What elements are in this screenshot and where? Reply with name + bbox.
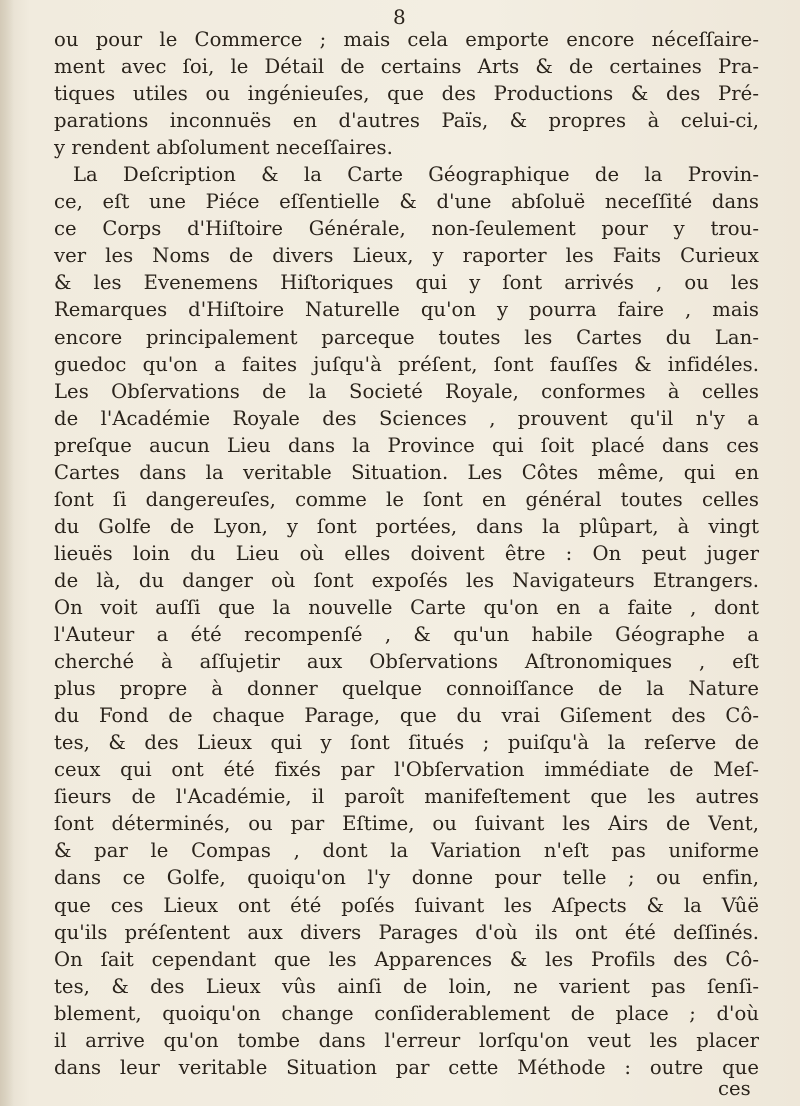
text-line: Les Obſervations de la Societé Royale, conformes à celles <box>54 379 759 403</box>
text-line: ſont déterminés, ou par Eſtime, ou ſuivant les Airs de Vent, <box>54 812 759 836</box>
text-line: ver les Noms de divers Lieux, y raporter les Faits Curieux <box>54 244 759 268</box>
text-line: preſque aucun Lieu dans la Province qui ſoit placé dans ces <box>54 433 759 457</box>
text-line: du Fond de chaque Parage, que du vrai Giſement des Cô- <box>54 704 759 728</box>
text-line: tes, & des Lieux qui y ſont ſitués ; puiſqu'à la reſerve de <box>54 731 759 755</box>
text-line: que ces Lieux ont été poſés ſuivant les Aſpects & la Vûë <box>54 893 759 917</box>
text-line: guedoc qu'on a faites juſqu'à préſent, ſont fauſſes & infidéles. <box>54 352 759 376</box>
text-line: tiques utiles ou ingénieuſes, que des Productions & des Pré- <box>54 82 759 106</box>
text-line: du Golfe de Lyon, y ſont portées, dans la plûpart, à vingt <box>54 514 759 538</box>
text-line: lieuës loin du Lieu où elles doivent être : On peut juger <box>54 541 759 565</box>
text-line: de là, du danger où ſont expoſés les Navigateurs Etrangers. <box>54 568 759 592</box>
text-line: ceux qui ont été fixés par l'Obſervation immédiate de Meſ- <box>54 758 759 782</box>
page-number: 8 <box>393 5 406 29</box>
text-line: il arrive qu'on tombe dans l'erreur lorſqu'on veut les placer <box>54 1028 759 1052</box>
text-line: tes, & des Lieux vûs ainſi de loin, ne varient pas ſenſi- <box>54 974 759 998</box>
text-line: plus propre à donner quelque connoiſſance de la Nature <box>54 677 759 701</box>
text-line: ou pour le Commerce ; mais cela emporte encore néceſſaire- <box>54 28 759 51</box>
text-line: de l'Académie Royale des Sciences , prouvent qu'il n'y a <box>54 406 759 430</box>
text-line: dans ce Golfe, quoiqu'on l'y donne pour telle ; ou enfin, <box>54 866 759 890</box>
text-line: parations inconnuës en d'autres Païs, & propres à celui-ci, <box>54 109 759 133</box>
text-line: Cartes dans la veritable Situation. Les Côtes même, qui en <box>54 460 759 484</box>
text-line: Remarques d'Hiſtoire Naturelle qu'on y pourra faire , mais <box>54 298 759 322</box>
text-line: blement, quoiqu'on change conſiderablement de place ; d'où <box>54 1001 759 1025</box>
text-line: encore principalement parceque toutes les Cartes du Lan- <box>54 325 759 349</box>
text-line: On voit auſſi que la nouvelle Carte qu'on en a faite , dont <box>54 595 759 619</box>
body-text <box>54 26 759 1081</box>
text-line: qu'ils préſentent aux divers Parages d'où ils ont été deſſinés. <box>54 920 759 944</box>
text-line: La Deſcription & la Carte Géographique de la Provin- <box>73 163 759 187</box>
catchword: ces <box>718 1077 751 1100</box>
text-line: ce Corps d'Hiſtoire Générale, non-ſeulement pour y trou- <box>54 217 759 241</box>
text-line: ce, eſt une Piéce eſſentielle & d'une abſoluë neceſſité dans <box>54 190 759 214</box>
text-line: On ſait cependant que les Apparences & les Profils des Cô- <box>54 947 759 971</box>
text-line: ſont ſi dangereuſes, comme le ſont en général toutes celles <box>54 487 759 511</box>
text-line: dans leur veritable Situation par cette Méthode : outre que <box>54 1055 759 1079</box>
text-line: ment avec ſoi, le Détail de certains Arts & de certaines Pra- <box>54 55 759 79</box>
text-line: ſieurs de l'Académie, il paroît manifeſtement que les autres <box>54 785 759 809</box>
text-line: & par le Compas , dont la Variation n'eſt pas uniforme <box>54 839 759 863</box>
text-line: l'Auteur a été recompenſé , & qu'un habile Géographe a <box>54 623 759 647</box>
text-line: & les Evenemens Hiſtoriques qui y ſont arrivés , ou les <box>54 271 759 295</box>
spine-shadow <box>0 0 14 1106</box>
text-line: y rendent abſolument neceſſaires. <box>54 136 393 160</box>
text-line: cherché à aſſujetir aux Obſervations Aſtronomiques , eſt <box>54 650 759 674</box>
